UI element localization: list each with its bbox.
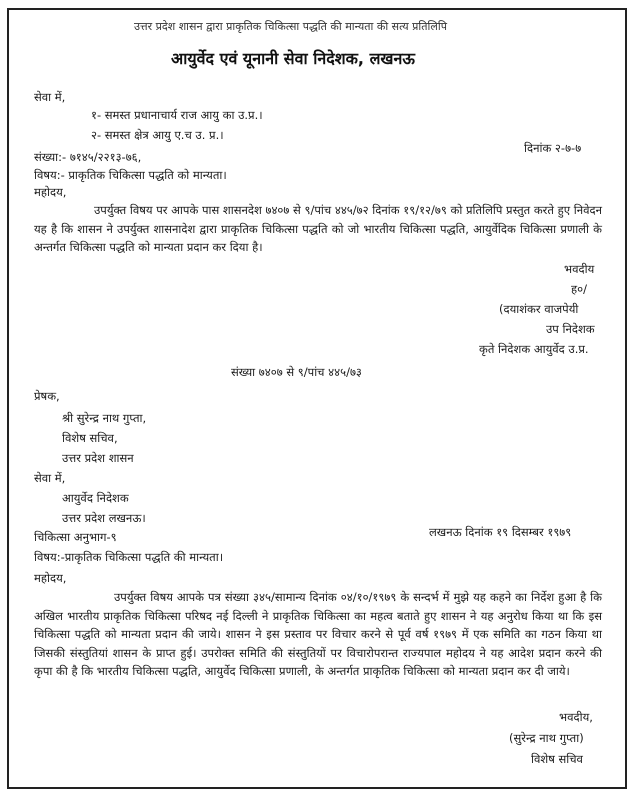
letter2-sender-org: उत्तर प्रदेश शासन (62, 451, 134, 465)
document-page (7, 8, 627, 789)
letter2-salutation: महोदय, (34, 571, 67, 585)
letter1-for-line: कृते निदेशक आयुर्वेद उ.प्र. (479, 342, 589, 356)
letter2-from-label: प्रेषक, (34, 389, 60, 403)
letter2-ref-number: संख्या ७४०७ से ९/पांच ४४५/७३ (231, 365, 362, 379)
copy-heading: उत्तर प्रदेश शासन द्वारा प्राकृतिक चिकित्सा पद्धति की मान्यता की सत्य प्रतिलिपि (134, 20, 447, 33)
letter1-closing: भवदीय (564, 262, 595, 276)
letter2-recipient-1: आयुर्वेद निदेशक (62, 491, 129, 505)
letter2-recipient-2: उत्तर प्रदेश लखनऊ। (62, 511, 146, 525)
letter1-body: उपर्युक्त विषय पर आपके पास शासनदेश ७४०७ से ९/पांच ४४५/७२ दिनांक १९/१२/७९ को प्रतिलिपि प्रस्तुत करते हुए निवेदन यह है कि शासन ने उपर्युक्त शासनादेश द्वारा प्राकृतिक चिकित्सा पद्धति को जो भारतीय चिकित्सा पद्धति, आयुर्वेदिक चिकित्सा प्रणाली के अन्तर्गत चिकित्सा पद्धति को मान्यता प्रदान कर दिया है। (34, 203, 602, 254)
letter2-subject: विषय:-प्राकृतिक चिकित्सा पद्धति की मान्यता। (34, 550, 224, 564)
letter2-closing: भवदीय, (559, 710, 593, 724)
letter2-to-label: सेवा में, (34, 471, 66, 485)
letter2-body: उपर्युक्त विषय आपके पत्र संख्या ३४५/सामान्य दिनांक ०४/१०/१९७९ के सन्दर्भ में मुझे यह कहने का निर्देश हुआ है कि अखिल भारतीय प्राकृतिक चिकित्सा परिषद नई दिल्ली ने प्राकृतिक चिकित्सा का महत्व बताते हुए शासन ने यह अनुरोध किया था कि इस चिकित्सा पद्धति को मान्यता प्रदान की जाये। शासन ने इस प्रस्ताव पर विचार करने से पूर्व वर्ष १९७९ में एक समिति का गठन किया था जिसकी संस्तुतियां शासन के प्राप्त हुई। उपरोक्त समिति की संस्तुतियों पर विचारोपरान्त राज्यपाल महोदय ने यह आदेश प्रदान करने की कृपा की है कि भारतीय चिकित्सा पद्धति, आयुर्वेद चिकित्सा प्रणाली, के अन्तर्गत प्राकृतिक चिकित्सा को मान्यता प्रदान कर दी जाये। (34, 590, 602, 678)
letter2-designation: विशेष सचिव (531, 752, 583, 766)
letter1-recipient-2: २- समस्त क्षेत्र आयु ए.च उ. प्र.। (91, 128, 224, 142)
letter1-date: दिनांक २-७-७ (524, 141, 582, 155)
letter1-subject: विषय:- प्राकृतिक चिकित्सा पद्धति को मान्यता। (34, 168, 227, 182)
letter1-recipient-1: १- समस्त प्रधानाचार्य राज आयु का उ.प्र.। (91, 108, 263, 122)
office-heading: आयुर्वेद एवं यूनानी सेवा निदेशक, लखनऊ (171, 49, 415, 68)
letter1-salutation: महोदय, (34, 185, 67, 199)
letter1-number: संख्या:- ७१४५/२२१३-७६, (34, 150, 142, 164)
letter2-date: लखनऊ दिनांक १९ दिसम्बर १९७९ (429, 525, 572, 539)
letter1-signed: ह०/ (571, 282, 587, 296)
letter2-section: चिकित्सा अनुभाग-९ (34, 530, 117, 544)
letter2-sender-name: श्री सुरेन्द्र नाथ गुप्ता, (62, 411, 147, 425)
letter1-to-label: सेवा में, (34, 90, 66, 104)
letter1-name: (दयाशंकर वाजपेयी (499, 302, 579, 316)
letter2-sender-title: विशेष सचिव, (62, 431, 118, 445)
letter1-designation: उप निदेशक (546, 322, 595, 336)
letter2-name: (सुरेन्द्र नाथ गुप्ता) (509, 731, 584, 745)
